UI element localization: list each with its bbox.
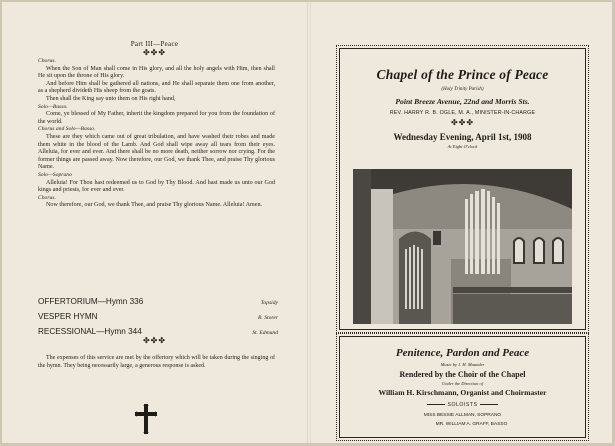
parish-name: (Holy Trinity Parish)	[441, 87, 484, 92]
hymn-tune: St. Edmund	[252, 330, 278, 336]
service-date: Wednesday Evening, April 1st, 1908	[393, 132, 532, 142]
offertory-note: The expenses of this service are met by the offertory which will be taken during the singing of the hymn. They being necessarily large, a generous response is asked.	[38, 355, 275, 369]
paragraph: Come, ye blessed of My Father, inherit the kingdom prepared for you from the foundation of the world.	[38, 111, 275, 125]
hymn-list	[38, 295, 278, 340]
hymn-label: RECESSIONAL—Hymn 344	[38, 327, 142, 336]
role-label: Solo—Basso.	[38, 103, 68, 110]
left-page	[2, 2, 307, 443]
role-label: Chorus.	[38, 194, 56, 201]
address: Point Breeze Avenue, 22nd and Morris Sts.	[395, 97, 530, 106]
minister: REV. HARRY R. B. OGLE, M. A., MINISTER-IN-CHARGE	[389, 110, 536, 116]
hymn-row	[38, 310, 278, 325]
role-label: Solo—Soprano	[38, 171, 72, 178]
soloist: MISS BESSIE ALLMAN, SOPRANO	[423, 413, 502, 418]
paragraph: Then shall the King say unto them on His right hand,	[46, 95, 176, 102]
part-heading: Part III—Peace	[130, 40, 179, 48]
program-sheet	[2, 2, 612, 443]
cross-icon	[135, 404, 157, 434]
paragraph: These are they which came out of great tribulation, and have washed their robes and made them white in the blood of the Lamb. And God shall wipe away all tears from their eyes. Alleluia, for ever and ever. And there shall be no more death, neither sorrow nor crying. For the former things are passed away. Now therefore, our God, we thank Thee, and praise Thy glorious Name.	[38, 133, 275, 171]
chorus-text	[38, 58, 275, 210]
ornament: ✤✤✤	[142, 336, 167, 345]
soloists-label: SOLOISTS	[447, 402, 478, 408]
paragraph: Alleluia! For Thou hast redeemed us to God by Thy Blood. And hast made us unto our God kings and priests, for ever and ever.	[38, 179, 275, 194]
rendered-by: Rendered by the Choir of the Chapel	[399, 370, 526, 379]
service-time: At Eight O'clock	[447, 144, 478, 149]
program-block	[339, 336, 586, 438]
composer: Music by J. H. Maunder	[440, 362, 485, 367]
paragraph: Now therefore, our God, we thank Thee, and praise Thy glorious Name. Alleluia! Amen.	[46, 202, 263, 209]
title-block	[339, 48, 586, 330]
chapel-interior-organ-photo	[353, 169, 572, 324]
soloist: MR. WILLIAM A. GRAFF, BASSO	[435, 422, 508, 427]
director: William H. Kirschmann, Organist and Choirmaster	[378, 388, 547, 397]
chapel-title: Chapel of the Prince of Peace	[376, 67, 549, 82]
paragraph: And before Him shall be gathered all nations, and He shall separate them one from another, as a shepherd divideth His sheep from the goats.	[38, 80, 275, 95]
hymn-row	[38, 295, 278, 310]
role-label: Chorus.	[38, 58, 56, 64]
hymn-tune: R. Storer	[258, 315, 278, 321]
work-title: Penitence, Pardon and Peace	[395, 347, 530, 359]
role-label: Chorus and Solo—Basso.	[38, 126, 96, 133]
hymn-tune: Topsidy	[260, 300, 278, 306]
direction-label: Under the Direction of	[442, 381, 483, 386]
soloists-heading	[340, 402, 585, 408]
ornament: ✤✤✤	[142, 48, 167, 57]
paragraph: When the Son of Man shall come in His glory, and all the holy angels with Him, then shall He sit upon the throne of His glory.	[38, 65, 275, 80]
hymn-label: OFFERTORIUM—Hymn 336	[38, 297, 144, 306]
ornament: ✤✤✤	[450, 118, 475, 127]
hymn-label: VESPER HYMN	[38, 312, 98, 321]
right-page	[311, 2, 612, 443]
